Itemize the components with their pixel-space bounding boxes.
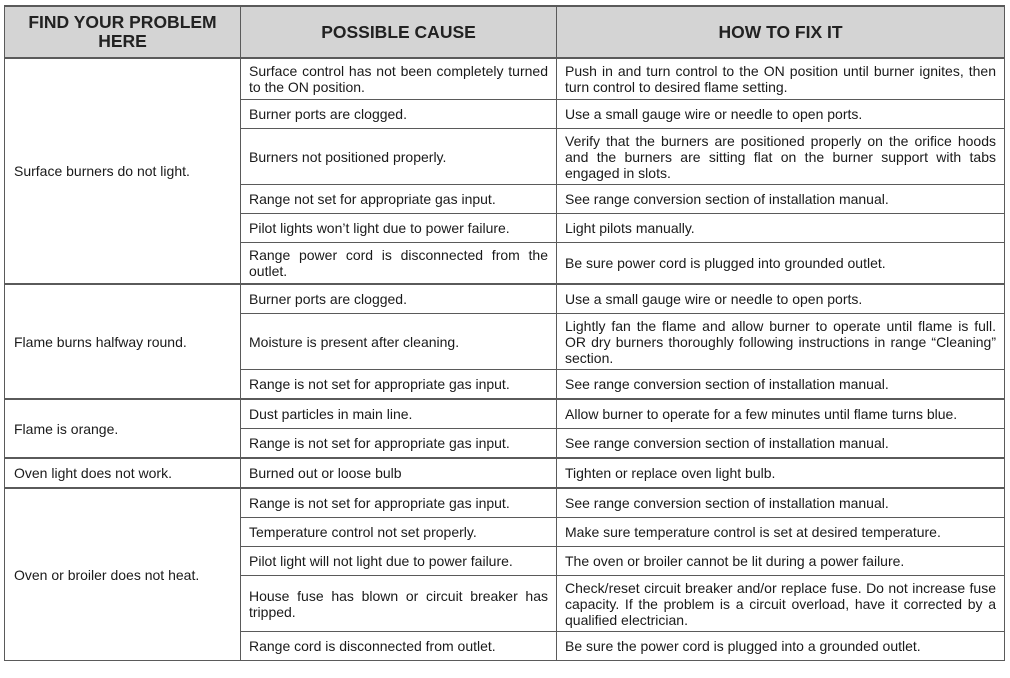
troubleshooting-table <box>4 5 1005 661</box>
fix-cell: Light pilots manually. <box>557 214 1005 243</box>
cause-cell: Surface control has not been completely turned to the ON position. <box>241 58 557 100</box>
fix-cell: See range conversion section of installation manual. <box>557 370 1005 400</box>
cause-cell: Temperature control not set properly. <box>241 518 557 547</box>
cause-cell: House fuse has blown or circuit breaker has tripped. <box>241 576 557 632</box>
fix-cell: Verify that the burners are positioned properly on the orifice hoods and the burners are sitting flat on the burner support with tabs engaged in slots. <box>557 129 1005 185</box>
cause-cell: Range power cord is disconnected from the outlet. <box>241 243 557 285</box>
fix-cell: See range conversion section of installation manual. <box>557 488 1005 518</box>
cause-cell: Burner ports are clogged. <box>241 100 557 129</box>
problem-cell: Flame burns halfway round. <box>5 284 241 399</box>
problem-cell: Oven or broiler does not heat. <box>5 488 241 661</box>
fix-cell: Allow burner to operate for a few minutes until flame turns blue. <box>557 399 1005 429</box>
troubleshooting-table-container <box>4 5 1004 661</box>
fix-cell: Check/reset circuit breaker and/or replace fuse. Do not increase fuse capacity. If the problem is a circuit overload, have it corrected by a qualified electrician. <box>557 576 1005 632</box>
header-find-problem: FIND YOUR PROBLEM HERE <box>5 6 241 58</box>
fix-cell: Use a small gauge wire or needle to open ports. <box>557 100 1005 129</box>
cause-cell: Moisture is present after cleaning. <box>241 314 557 370</box>
fix-cell: The oven or broiler cannot be lit during a power failure. <box>557 547 1005 576</box>
problem-cell: Surface burners do not light. <box>5 58 241 284</box>
cause-cell: Burned out or loose bulb <box>241 458 557 488</box>
table-row <box>5 458 1005 488</box>
fix-cell: Be sure the power cord is plugged into a grounded outlet. <box>557 632 1005 661</box>
table-row <box>5 488 1005 518</box>
cause-cell: Range is not set for appropriate gas input. <box>241 488 557 518</box>
table-row <box>5 58 1005 100</box>
fix-cell: Push in and turn control to the ON position until burner ignites, then turn control to desired flame setting. <box>557 58 1005 100</box>
table-row <box>5 399 1005 429</box>
cause-cell: Burner ports are clogged. <box>241 284 557 314</box>
fix-cell: See range conversion section of installation manual. <box>557 185 1005 214</box>
header-possible-cause: POSSIBLE CAUSE <box>241 6 557 58</box>
cause-cell: Pilot lights won’t light due to power failure. <box>241 214 557 243</box>
table-header-row <box>5 6 1005 58</box>
fix-cell: Tighten or replace oven light bulb. <box>557 458 1005 488</box>
fix-cell: Make sure temperature control is set at desired temperature. <box>557 518 1005 547</box>
cause-cell: Range is not set for appropriate gas input. <box>241 429 557 459</box>
cause-cell: Burners not positioned properly. <box>241 129 557 185</box>
table-row <box>5 284 1005 314</box>
fix-cell: Use a small gauge wire or needle to open ports. <box>557 284 1005 314</box>
fix-cell: Lightly fan the flame and allow burner to operate until flame is full. OR dry burners thoroughly following instructions in range “Cleaning” section. <box>557 314 1005 370</box>
header-how-to-fix: HOW TO FIX IT <box>557 6 1005 58</box>
cause-cell: Pilot light will not light due to power failure. <box>241 547 557 576</box>
cause-cell: Dust particles in main line. <box>241 399 557 429</box>
problem-cell: Oven light does not work. <box>5 458 241 488</box>
fix-cell: See range conversion section of installation manual. <box>557 429 1005 459</box>
cause-cell: Range is not set for appropriate gas input. <box>241 370 557 400</box>
fix-cell: Be sure power cord is plugged into grounded outlet. <box>557 243 1005 285</box>
problem-cell: Flame is orange. <box>5 399 241 458</box>
cause-cell: Range cord is disconnected from outlet. <box>241 632 557 661</box>
cause-cell: Range not set for appropriate gas input. <box>241 185 557 214</box>
